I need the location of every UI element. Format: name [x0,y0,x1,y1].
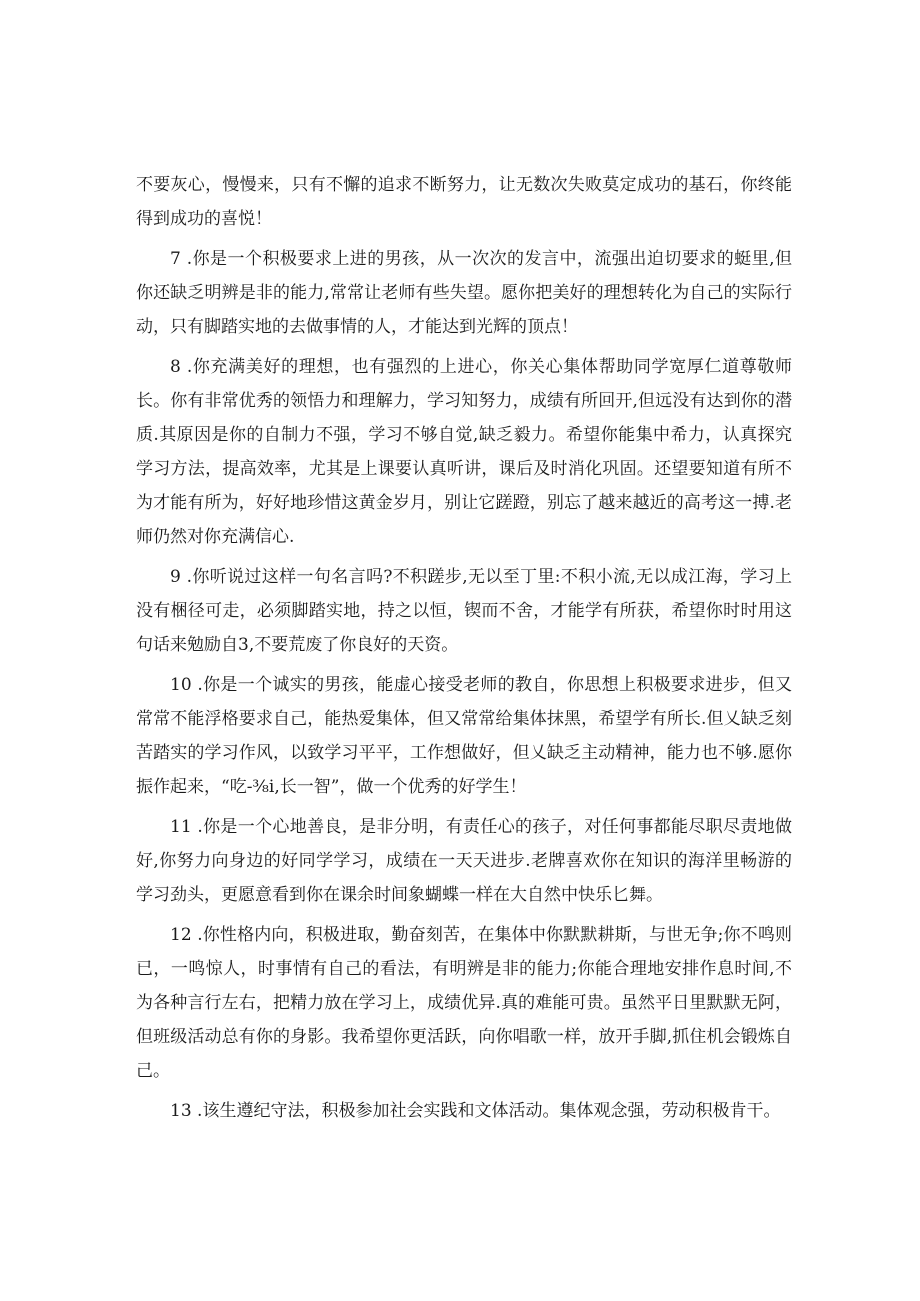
paragraph-item-11: 11 .你是一个心地善良，是非分明，有责任心的孩子，对任何事都能尽职尽责地做好,你努力向身边的好同学学习，成绩在一天天进步.老牌喜欢你在知识的海洋里畅游的学习劲头，更愿意看到你在课余时间象蝴蝶一样在大自然中快乐匕舞。 [136,817,792,905]
paragraph-item-13: 13 .该生遵纪守法，积极参加社会实践和文体活动。集体观念强，劳动积极肯干。 [170,1101,781,1121]
paragraph-item-8: 8 .你充满美好的理想，也有强烈的上进心，你关心集体帮助同学宽厚仁道尊敬师长。你有非常优秀的领悟力和理解力，学习知努力，成绩有所回开,但远没有达到你的潜质.其原因是你的自制力不强，学习不够自觉,缺乏毅力。希望你能集中希力，认真探究学习方法，提高效率，尤其是上课要认真听讲，课后及时消化巩固。还望要知道有所不为才能有所为，好好地珍惜这黄金岁月，别让它蹉蹬，别忘了越来越近的高考这一搏.老师仍然对你充满信心. [136,357,792,547]
paragraph-item-10: 10 .你是一个诚实的男孩，能虚心接受老师的教自，你思想上积极要求进步，但又常常不能浮格要求自己，能热爱集体，但又常常给集体抹黑，希望学有所长.但乂缺乏刻苦踏实的学习作风，以致学习平平，工作想做好，但乂缺乏主动精神，能力也不够.愿你振作起来，“吃-⅜i,长一智”，做一个优秀的好学生！ [136,675,792,797]
paragraph-item-9: 9 .你听说过这样一句名言吗?不积蹉步,无以至丁里:不积小流,无以成江海，学习上没有梱径可走，必须脚踏实地，持之以恒，锲而不舍，才能学有所获，希望你时时用这句话来勉励自3,不要荒废了你良好的天资。 [136,567,792,655]
paragraph-item-7: 7 .你是一个积极要求上进的男孩，从一次次的发言中，流强出迫切要求的蜓里,但你还缺乏明辨是非的能力,常常让老师有些失望。愿你把美好的理想转化为自己的实际行动，只有脚踏实地的去做事情的人，才能达到光辉的顶点！ [136,249,792,337]
paragraph-continuation: 不要灰心，慢慢来，只有不懈的追求不断努力，让无数次失败莫定成功的基石，你终能得到成功的喜悦！ [136,175,792,229]
paragraph-item-12: 12 .你性格内向，积极进取，勤奋刻苦，在集体中你默默耕斯，与世无争;你不鸣则已，一鸣惊人，时事情有自己的看法，有明辨是非的能力;你能合理地安排作息时间,不为各种言行左右，把精力放在学习上，成绩优异.真的难能可贵。虽然平日里默默无阿，但班级活动总有你的身影。我希望你更活跃，向你唱歌一样，放开手脚,抓住机会锻炼自己。 [136,925,792,1081]
document-body [136,168,792,1134]
